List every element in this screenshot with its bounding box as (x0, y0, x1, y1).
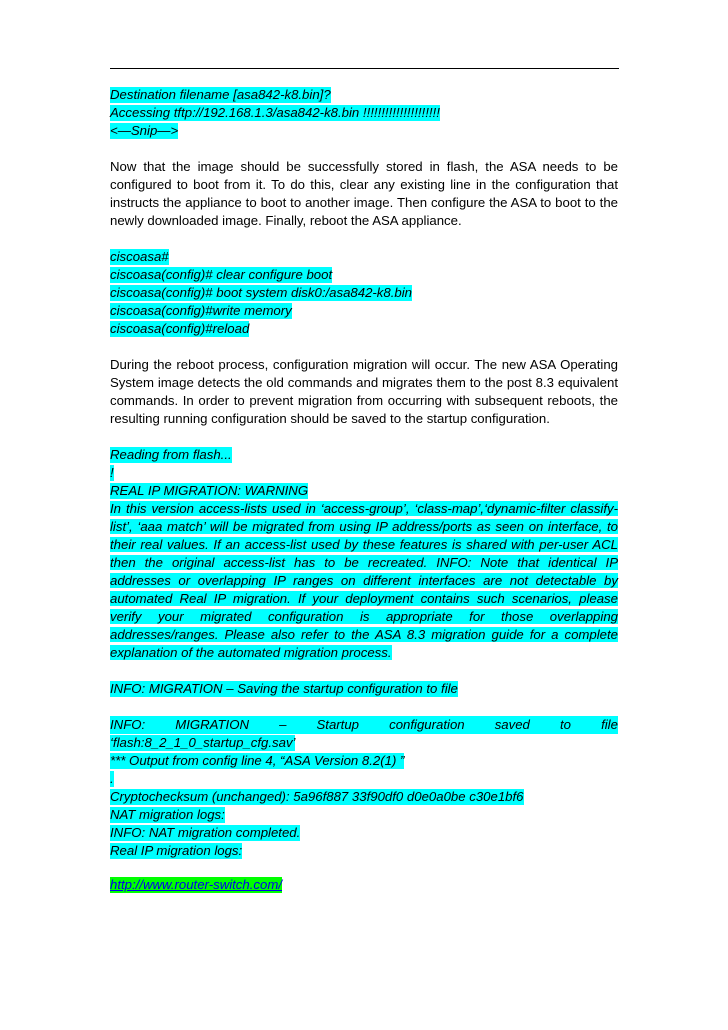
code-line: ‘flash:8_2_1_0_startup_cfg.sav’ (110, 735, 296, 750)
code-line: Real IP migration logs: (110, 843, 243, 858)
code-line: Destination filename [asa842-k8.bin]? (110, 87, 331, 102)
code-line: Cryptochecksum (unchanged): 5a96f887 33f90df0 d0e0a0be c30e1bf6 (110, 789, 524, 804)
migration-warning-block (110, 446, 618, 662)
code-line: NAT migration logs: (110, 807, 225, 822)
cli-commands-block (110, 248, 618, 338)
code-line: ! (110, 465, 114, 480)
code-line: Reading from flash... (110, 447, 232, 462)
code-line: <—Snip—> (110, 123, 179, 138)
code-line: INFO: NAT migration completed. (110, 825, 301, 840)
paragraph-boot-instructions: Now that the image should be successfully stored in flash, the ASA needs to be configured to boot from it. To do this, clear any existing line in the configuration that instructs the appliance to boot to another image. Then configure the ASA to boot to the newly downloaded image. Finally, reboot the ASA appliance. (110, 159, 618, 228)
warning-text: In this version access-lists used in ‘access-group’, ‘class-map’,‘dynamic-filter classify-list’, ‘aaa match’ will be migrated from using IP address/ports as seen on interface, to their real values. If an access-list used by these features is shared with per-user ACL then the original access-list has to be recreated. INFO: Note that identical IP addresses or overlapping IP ranges on different interfaces are not detectable by automated Real IP migration. If your deployment contains such scenarios, please verify your migrated configuration is appropriate for those overlapping addresses/ranges. Please also refer to the ASA 8.3 migration guide for a complete explanation of the automated migration process. (110, 501, 618, 660)
startup-saved-line: INFO: MIGRATION – Startup configuration saved to file (110, 717, 618, 732)
tftp-output-block (110, 86, 618, 140)
code-line: ciscoasa(config)# boot system disk0:/asa842-k8.bin (110, 285, 412, 300)
saving-config-line: INFO: MIGRATION – Saving the startup configuration to file (110, 681, 458, 696)
paragraph-reboot-migration: During the reboot process, configuration migration will occur. The new ASA Operating System image detects the old commands and migrates them to the post 8.3 equivalent commands. In order to prevent migration from occurring with subsequent reboots, the resulting running configuration should be saved to the startup configuration. (110, 357, 618, 426)
footer-website-link[interactable]: http://www.router-switch.com/ (110, 877, 282, 892)
code-line: Accessing tftp://192.168.1.3/asa842-k8.bin !!!!!!!!!!!!!!!!!!!!! (110, 105, 440, 120)
code-line: *** Output from config line 4, “ASA Version 8.2(1) ” (110, 753, 405, 768)
code-line: ciscoasa(config)#reload (110, 321, 250, 336)
code-line: . (110, 771, 114, 786)
header-rule (110, 68, 619, 69)
code-line: ciscoasa# (110, 249, 169, 264)
document-body (110, 86, 618, 894)
migration-result-block (110, 716, 618, 860)
code-line: ciscoasa(config)#write memory (110, 303, 292, 318)
code-line: REAL IP MIGRATION: WARNING (110, 483, 309, 498)
code-line: ciscoasa(config)# clear configure boot (110, 267, 333, 282)
